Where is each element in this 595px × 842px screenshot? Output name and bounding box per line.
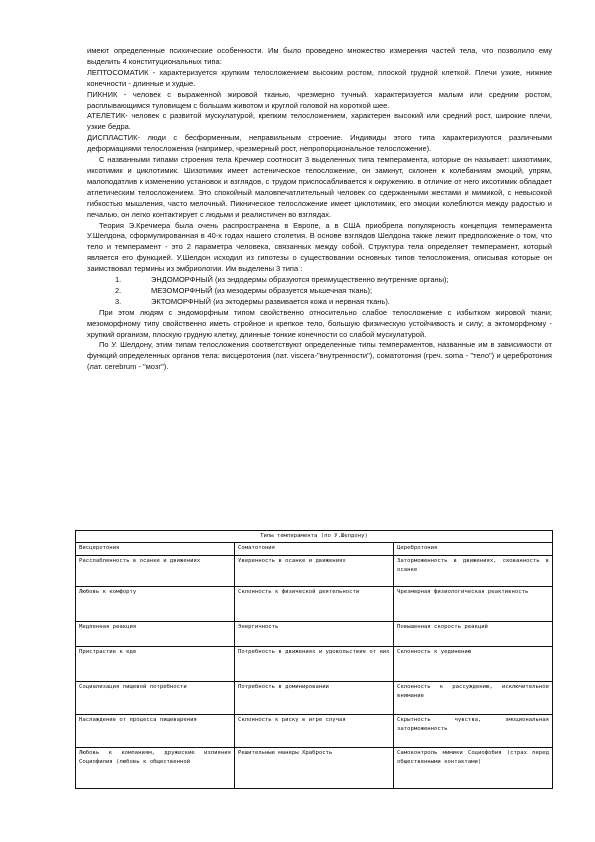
paragraph: Теория Э.Кречмера была очень распространена в Европе, а в США приобрела популярность концепция темперамента У.Шелдона, сформулированная в 40-х годах нашего столетия. В основе взглядов Шелдона также лежит предположение о том, что тело и темперамент - это 2 параметра человека, связанных между собой. Структура тела определяет темперамент, который является его функцией. У.Шелдон исходил из гипотезы о существовании основных типов телосложения, описывая которые он заимствовал термины из эмбриологии. Им выделены 3 типа : [87, 220, 552, 274]
table-cell: Потребность в движениях и удовольствие от них [235, 647, 394, 682]
table-cell: Энергичность [235, 622, 394, 647]
list-item-text: ЭНДОМОРФНЫЙ (из эндодермы образуются преимущественно внутренние органы); [151, 275, 449, 285]
paragraphs-before-list [87, 46, 552, 275]
table-cell: Заторможенность в движениях, скованность в осанке [394, 556, 553, 587]
somatotype-list [87, 275, 552, 308]
list-item [87, 275, 552, 286]
list-item-number: 3. [115, 296, 122, 306]
column-header-viscerotonia: Висцеротония [76, 543, 235, 556]
body-text [87, 46, 552, 373]
column-header-somatotonia: Соматотония [235, 543, 394, 556]
temperament-table [75, 530, 553, 789]
table-cell: Медленная реакция [76, 622, 235, 647]
table-cell: Расслабленность в осанке и движениях [76, 556, 235, 587]
table-row [76, 715, 553, 748]
table-cell: Наслаждение от процесса пищеварения [76, 715, 235, 748]
paragraphs-after-list [87, 308, 552, 373]
table-cell: Самоконтроль мимики Социофобия (страх перед общественными контактами) [394, 748, 553, 789]
table-row [76, 556, 553, 587]
table-cell: Скрытность чувства, эмоциональная заторможенность [394, 715, 553, 748]
list-item-text: ЭКТОМОРФНЫЙ (из эктодермы развивается кожа и нервная ткань). [151, 296, 390, 306]
table-cell: Повышенная скорость реакций [394, 622, 553, 647]
table-cell: Пристрастие к еде [76, 647, 235, 682]
table-row [76, 748, 553, 789]
table-row [76, 587, 553, 622]
paragraph: ПИКНИК - человек с выраженной жировой тканью, чрезмерно тучный. характеризуется малым или средним ростом, расплывающимся туловищем с большим животом и круглой головой на короткой шее. [87, 89, 552, 110]
paragraph: По У. Шелдону, этим типам телосложения соответствуют определенные типы темпераментов, названные им в зависимости от функций определенных органов тела: висцеротония (лат. viscera-"внутренности"), соматотония (греч. soma - "тело") и церебротония (лат. cerebrum - "мозг"). [87, 340, 552, 372]
table-cell: Склонность к риску в игре случая [235, 715, 394, 748]
paragraph: АТЕЛЕТИК- человек с развитой мускулатурой, крепким телосложением, характерен высокий или средний рост, широкие плечи, узкие бедра. [87, 111, 552, 132]
list-item [87, 286, 552, 297]
table-cell: Склонность к физической деятельности [235, 587, 394, 622]
table-cell: Чрезмерная физиологическая реактивность [394, 587, 553, 622]
list-item-number: 2. [115, 285, 122, 295]
table-cell: Социализация пищевой потребности [76, 682, 235, 715]
paragraph: С названными типами строения тела Кречмер соотносит 3 выделенных типа темперамента, которые он называет: шизотимик, иксотимик и циклотимик. Шизотимик имеет астеническое телосложение, он замкнут, склонен к колебаниям эмоций, упрям, малоподатлив к изменению установок и взглядов, с трудом приспосабливается к окружению. в отличие от него иксотимик обладает атлетическим телосложением. Это спокойный маловпечатлительный человек со сдержанными жестами и мимикой, с невысокой гибкостью мышления, часто мелочный. Пикническое телосложение имеет циклотимик, его эмоции колеблются между радостью и печалью, он легко контактирует с людьми и реалистичен во взглядах. [87, 155, 552, 219]
table-caption: Типы темперамента (по У.Шелдону) [76, 531, 553, 543]
table-cell: Любовь к компаниям, дружеские излияния Социофилия (любовь к общественной [76, 748, 235, 789]
temperament-table-wrap [75, 530, 553, 789]
paragraph: ДИСПЛАСТИК- люди с бесформенным, неправильным строение. Индивиды этого типа характеризуются различными деформациями телосложения (например, чрезмерный рост, непропорциональное телосложение). [87, 133, 552, 154]
table-cell: Решительные манеры Храбрость [235, 748, 394, 789]
table-row [76, 647, 553, 682]
table-cell: Склонность к рассуждению, исключительное внимание [394, 682, 553, 715]
table-cell: Уверенность в осанке и движениях [235, 556, 394, 587]
table-cell: Любовь к комфорту [76, 587, 235, 622]
table-cell: Склонность к уединению [394, 647, 553, 682]
paragraph: ЛЕПТОСОМАТИК - характеризуется хрупким телосложением высоким ростом, плоской грудной клеткой. Плечи узкие, нижние конечности - длинные и худые. [87, 67, 552, 88]
column-header-cerebrotonia: Церебротония [394, 543, 553, 556]
list-item-number: 1. [115, 275, 122, 285]
table-row [76, 682, 553, 715]
table-cell: Потребность в доминировании [235, 682, 394, 715]
table-row [76, 622, 553, 647]
paragraph: имеют определенные психические особенности. Им было проведено множество измерения частей тела, что позволило ему выделить 4 конституциональных типа: [87, 46, 552, 66]
list-item-text: МЕЗОМОРФНЫЙ (из мезодермы образуется мышечная ткань); [151, 285, 373, 295]
paragraph: При этом людям с эндоморфным типом свойственно относительно слабое телосложение с избытком жировой ткани; мезоморфному типу свойственно иметь стройное и крепкое тело, большую физическую устойчивость и силу; а эктоморфному - хрупкий организм, плоскую грудную клетку, длинные тонкие конечности со слабой мускулатурой. [87, 307, 552, 339]
list-item [87, 297, 552, 308]
